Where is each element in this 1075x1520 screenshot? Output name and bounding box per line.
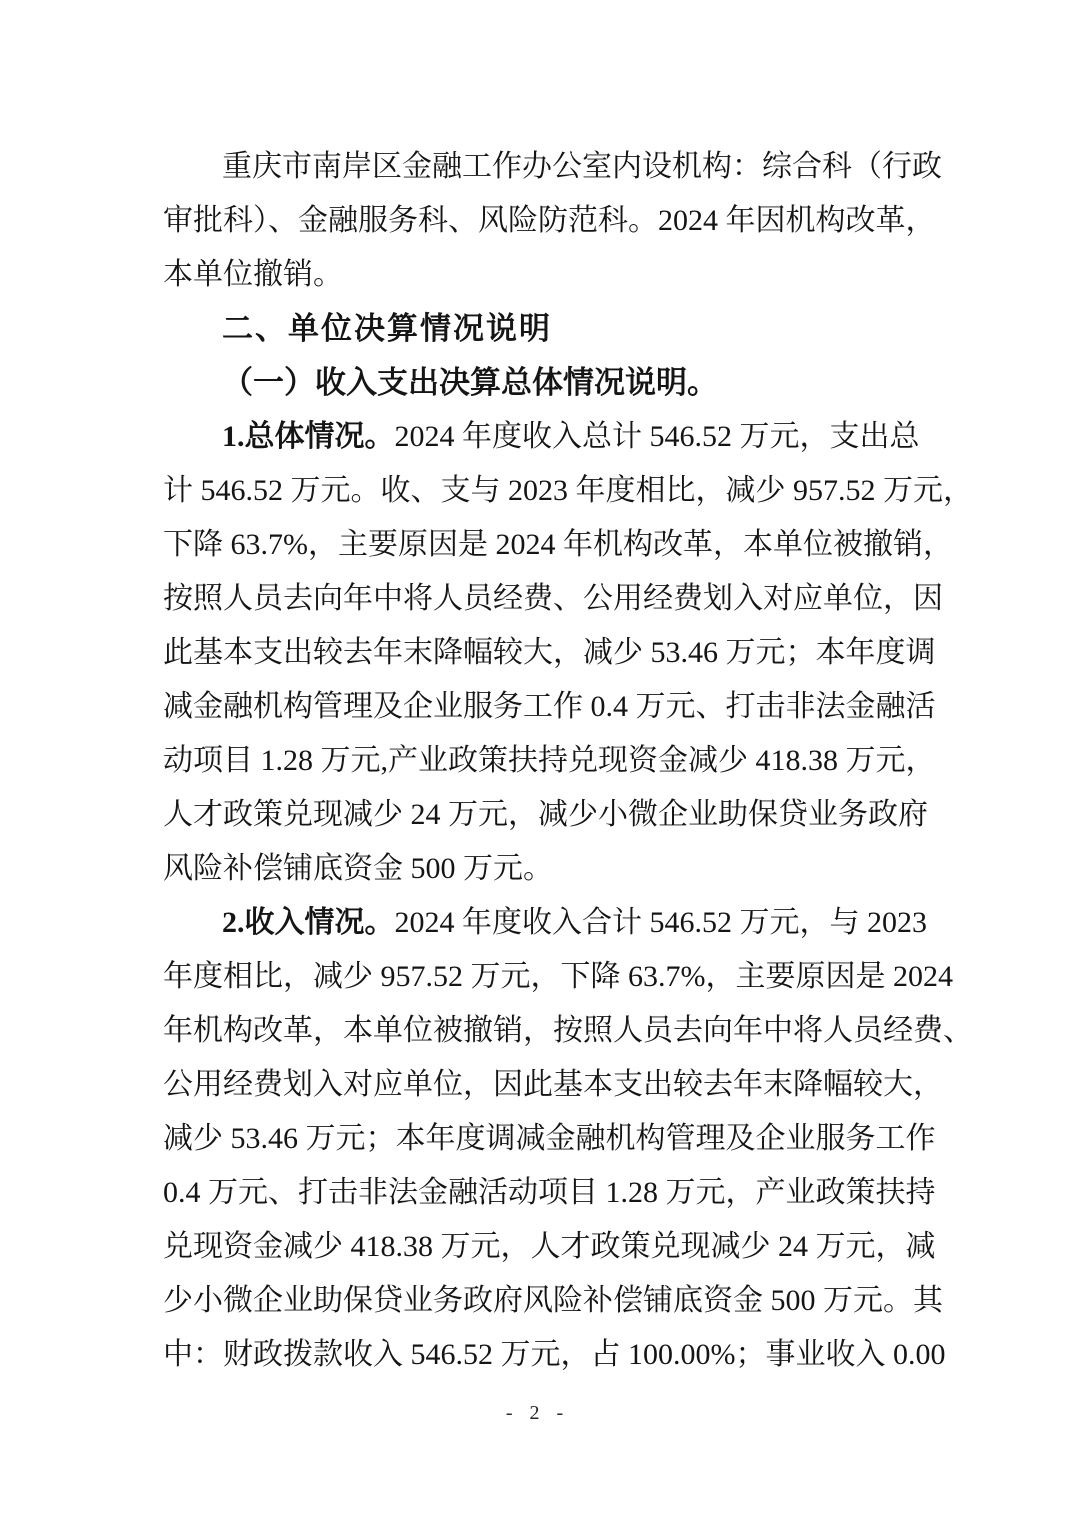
run-text: 本单位撤销。	[163, 258, 343, 291]
document-body	[163, 140, 973, 1382]
run-bold: （一）收入支出决算总体情况说明。	[222, 365, 718, 400]
paragraph-line	[163, 788, 928, 842]
run-text: 重庆市南岸区金融工作办公室内设机构：综合科（行政	[222, 150, 942, 183]
paragraph-line	[163, 518, 953, 572]
paragraph-line	[163, 1166, 936, 1220]
run-text: 兑现资金减少 418.38 万元，人才政策兑现减少 24 万元，减	[163, 1230, 936, 1263]
paragraph-line	[163, 626, 936, 680]
paragraph-line	[163, 140, 942, 194]
paragraph-line	[163, 680, 936, 734]
run-bold: 二、单位决算情况说明	[222, 311, 552, 346]
run-text: 审批科）、金融服务科、风险防范科。2024 年因机构改革，	[163, 204, 936, 237]
section-heading	[163, 302, 912, 356]
paragraph-line	[163, 410, 920, 464]
paragraph-line	[163, 1058, 943, 1112]
paragraph-line	[163, 734, 936, 788]
paragraph-line	[163, 1004, 973, 1058]
paragraph-line	[163, 1274, 943, 1328]
run-text: 少小微企业助保贷业务政府风险补偿铺底资金 500 万元。其	[163, 1284, 943, 1317]
run-text: 计 546.52 万元。收、支与 2023 年度相比，减少 957.52 万元，	[163, 474, 973, 507]
run-text: 公用经费划入对应单位，因此基本支出较去年末降幅较大，	[163, 1068, 943, 1101]
paragraph-line	[163, 248, 912, 302]
run-text: 下降 63.7%，主要原因是 2024 年机构改革，本单位被撤销，	[163, 528, 953, 561]
run-text: 减少 53.46 万元；本年度调减金融机构管理及企业服务工作	[163, 1122, 936, 1155]
run-text: 动项目 1.28 万元,产业政策扶持兑现资金减少 418.38 万元，	[163, 744, 936, 777]
run-text: 0.4 万元、打击非法金融活动项目 1.28 万元，产业政策扶持	[163, 1176, 936, 1209]
run-text: 年度相比，减少 957.52 万元，下降 63.7%，主要原因是 2024	[163, 960, 953, 993]
run-bold: 2.收入情况。	[222, 906, 395, 939]
run-text: 减金融机构管理及企业服务工作 0.4 万元、打击非法金融活	[163, 690, 936, 723]
paragraph-line	[163, 896, 927, 950]
paragraph-line	[163, 1112, 936, 1166]
run-text: 年机构改革，本单位被撤销，按照人员去向年中将人员经费、	[163, 1014, 973, 1047]
paragraph-line	[163, 194, 936, 248]
paragraph-line	[163, 572, 943, 626]
run-bold: 1.总体情况。	[222, 420, 395, 453]
paragraph-line	[163, 1220, 936, 1274]
run-text: 2024 年度收入合计 546.52 万元，与 2023	[394, 906, 927, 939]
paragraph-line	[163, 842, 912, 896]
run-text: 按照人员去向年中将人员经费、公用经费划入对应单位，因	[163, 582, 943, 615]
run-text: 中：财政拨款收入 546.52 万元，占 100.00%；事业收入 0.00	[163, 1338, 946, 1371]
run-text: 风险补偿铺底资金 500 万元。	[163, 852, 553, 885]
paragraph-line	[163, 464, 973, 518]
run-text: 人才政策兑现减少 24 万元，减少小微企业助保贷业务政府	[163, 798, 928, 831]
page-number: - 2 -	[505, 1402, 570, 1424]
run-text: 此基本支出较去年末降幅较大，减少 53.46 万元；本年度调	[163, 636, 936, 669]
run-text: 2024 年度收入总计 546.52 万元，支出总	[394, 420, 920, 453]
paragraph-line	[163, 1328, 946, 1382]
subsection-heading	[163, 356, 912, 410]
paragraph-line	[163, 950, 953, 1004]
